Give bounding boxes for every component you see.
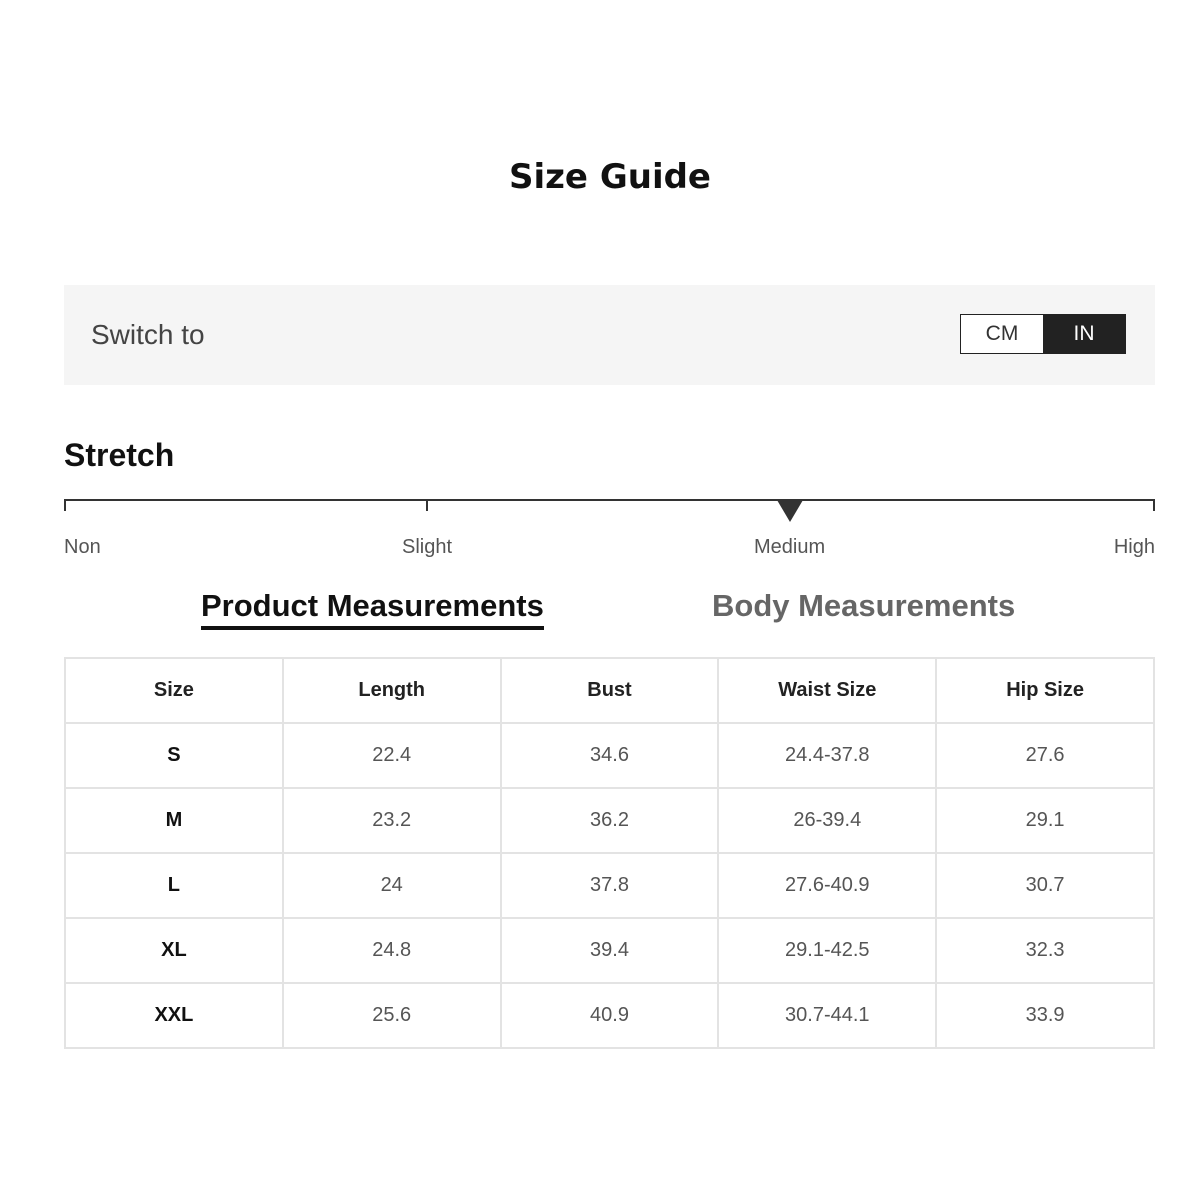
size-cell: XXL [65, 983, 283, 1048]
hip-cell: 32.3 [936, 918, 1154, 983]
unit-cm-button[interactable]: CM [961, 315, 1043, 353]
stretch-scale-line [64, 499, 1155, 501]
table-row [65, 723, 1154, 788]
stretch-tick-non [64, 499, 66, 511]
bust-cell: 40.9 [501, 983, 719, 1048]
length-cell: 24 [283, 853, 501, 918]
stretch-title: Stretch [64, 437, 175, 473]
size-cell: XL [65, 918, 283, 983]
header-waist-size: Waist Size [718, 658, 936, 723]
bust-cell: 39.4 [501, 918, 719, 983]
length-cell: 24.8 [283, 918, 501, 983]
stretch-label-slight: Slight [402, 536, 453, 558]
waist-cell: 26-39.4 [718, 788, 936, 853]
waist-cell: 24.4-37.8 [718, 723, 936, 788]
unit-switch-bar [64, 285, 1155, 385]
waist-cell: 29.1-42.5 [718, 918, 936, 983]
size-cell: S [65, 723, 283, 788]
stretch-scale [64, 499, 1155, 569]
hip-cell: 33.9 [936, 983, 1154, 1048]
tab-body-measurements[interactable]: Body Measurements [712, 588, 1016, 623]
table-row [65, 983, 1154, 1048]
table-row [65, 853, 1154, 918]
length-cell: 23.2 [283, 788, 501, 853]
tab-product-measurements[interactable]: Product Measurements [201, 588, 544, 630]
unit-in-button[interactable]: IN [1043, 315, 1125, 353]
switch-label: Switch to [91, 319, 205, 350]
length-cell: 25.6 [283, 983, 501, 1048]
bust-cell: 34.6 [501, 723, 719, 788]
unit-toggle [960, 314, 1126, 354]
bust-cell: 36.2 [501, 788, 719, 853]
stretch-tick-slight [426, 499, 428, 511]
page-title: Size Guide [509, 157, 711, 197]
size-cell: L [65, 853, 283, 918]
size-table [64, 657, 1155, 1049]
hip-cell: 29.1 [936, 788, 1154, 853]
waist-cell: 27.6-40.9 [718, 853, 936, 918]
header-length: Length [283, 658, 501, 723]
header-bust: Bust [501, 658, 719, 723]
stretch-label-high: High [1113, 536, 1155, 558]
table-row [65, 788, 1154, 853]
table-row [65, 918, 1154, 983]
stretch-pointer-icon [777, 500, 803, 522]
stretch-tick-high [1153, 499, 1155, 511]
length-cell: 22.4 [283, 723, 501, 788]
waist-cell: 30.7-44.1 [718, 983, 936, 1048]
table-header-row [65, 658, 1154, 723]
header-size: Size [65, 658, 283, 723]
stretch-label-medium: Medium [754, 536, 826, 558]
hip-cell: 30.7 [936, 853, 1154, 918]
bust-cell: 37.8 [501, 853, 719, 918]
header-hip-size: Hip Size [936, 658, 1154, 723]
size-cell: M [65, 788, 283, 853]
stretch-label-non: Non [64, 536, 101, 558]
hip-cell: 27.6 [936, 723, 1154, 788]
